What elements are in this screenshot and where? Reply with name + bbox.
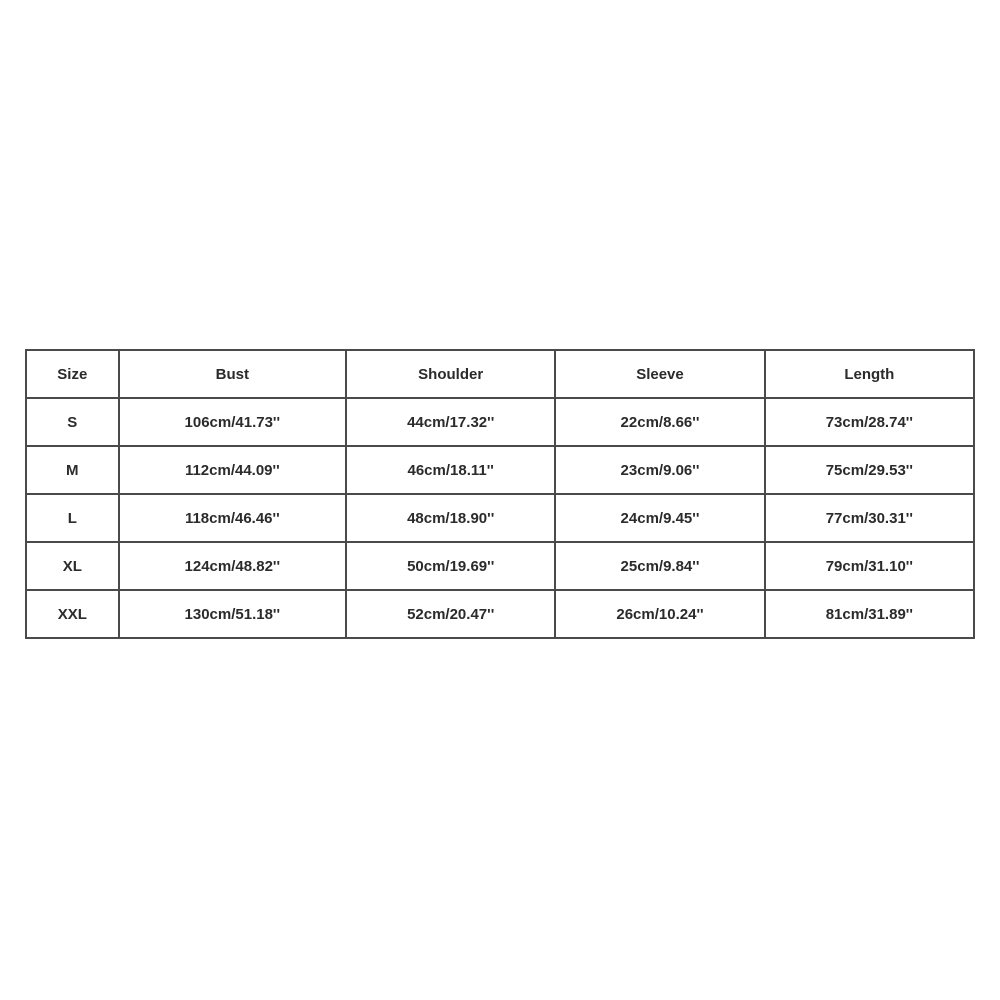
- bust-cell: 112cm/44.09'': [119, 446, 346, 494]
- size-cell: XXL: [26, 590, 119, 638]
- length-cell: 81cm/31.89'': [765, 590, 974, 638]
- size-chart-table: [25, 349, 975, 639]
- header-length: Length: [765, 350, 974, 398]
- header-bust: Bust: [119, 350, 346, 398]
- shoulder-cell: 46cm/18.11'': [346, 446, 555, 494]
- size-cell: M: [26, 446, 119, 494]
- table-row: [26, 590, 974, 638]
- bust-cell: 124cm/48.82'': [119, 542, 346, 590]
- table-row: [26, 494, 974, 542]
- shoulder-cell: 44cm/17.32'': [346, 398, 555, 446]
- length-cell: 75cm/29.53'': [765, 446, 974, 494]
- length-cell: 73cm/28.74'': [765, 398, 974, 446]
- sleeve-cell: 26cm/10.24'': [555, 590, 764, 638]
- sleeve-cell: 22cm/8.66'': [555, 398, 764, 446]
- size-chart-header: [26, 350, 974, 398]
- bust-cell: 118cm/46.46'': [119, 494, 346, 542]
- header-size: Size: [26, 350, 119, 398]
- length-cell: 79cm/31.10'': [765, 542, 974, 590]
- header-shoulder: Shoulder: [346, 350, 555, 398]
- size-cell: XL: [26, 542, 119, 590]
- sleeve-cell: 23cm/9.06'': [555, 446, 764, 494]
- table-row: [26, 542, 974, 590]
- table-row: [26, 398, 974, 446]
- table-row: [26, 446, 974, 494]
- size-cell: S: [26, 398, 119, 446]
- header-sleeve: Sleeve: [555, 350, 764, 398]
- size-cell: L: [26, 494, 119, 542]
- shoulder-cell: 48cm/18.90'': [346, 494, 555, 542]
- bust-cell: 130cm/51.18'': [119, 590, 346, 638]
- sleeve-cell: 25cm/9.84'': [555, 542, 764, 590]
- sleeve-cell: 24cm/9.45'': [555, 494, 764, 542]
- header-row: [26, 350, 974, 398]
- size-chart-body: [26, 398, 974, 638]
- shoulder-cell: 50cm/19.69'': [346, 542, 555, 590]
- shoulder-cell: 52cm/20.47'': [346, 590, 555, 638]
- length-cell: 77cm/30.31'': [765, 494, 974, 542]
- bust-cell: 106cm/41.73'': [119, 398, 346, 446]
